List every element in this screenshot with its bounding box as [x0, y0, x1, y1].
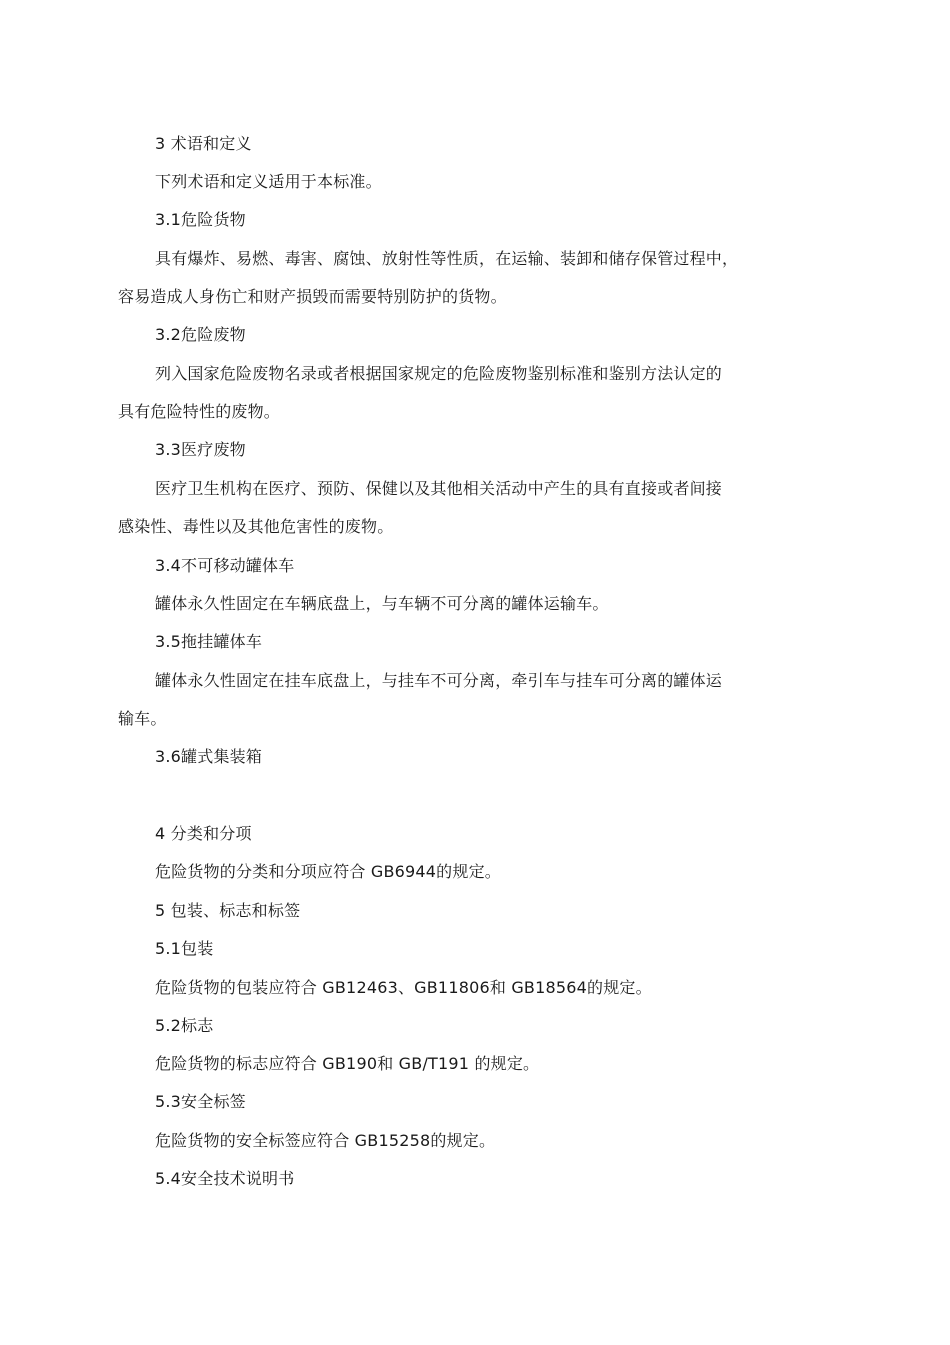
section-5-3-heading: 5.3安全标签	[155, 1092, 246, 1111]
term-3-4-definition: 罐体永久性固定在车辆底盘上，与车辆不可分离的罐体运输车。	[155, 594, 609, 613]
section-5-2-heading: 5.2标志	[155, 1016, 214, 1035]
section-3-intro: 下列术语和定义适用于本标准。	[155, 172, 382, 191]
term-3-3-definition-line-2: 感染性、毒性以及其他危害性的废物。	[118, 517, 394, 536]
term-3-2-heading: 3.2危险废物	[155, 325, 246, 344]
section-5-3-text: 危险货物的安全标签应符合 GB15258的规定。	[155, 1131, 496, 1150]
term-3-4-heading: 3.4不可移动罐体车	[155, 556, 295, 575]
term-3-5-definition-line-2: 输车。	[118, 709, 167, 728]
section-3-heading: 3 术语和定义	[155, 134, 252, 153]
section-5-1-heading: 5.1包装	[155, 939, 214, 958]
section-5-heading: 5 包装、标志和标签	[155, 901, 301, 920]
term-3-2-definition-line-2: 具有危险特性的废物。	[118, 402, 281, 421]
section-5-4-heading: 5.4安全技术说明书	[155, 1169, 295, 1188]
term-3-1-definition-line-2: 容易造成人身伤亡和财产损毁而需要特别防护的货物。	[118, 287, 507, 306]
term-3-3-heading: 3.3医疗废物	[155, 440, 246, 459]
term-3-1-heading: 3.1危险货物	[155, 210, 246, 229]
section-4-text: 危险货物的分类和分项应符合 GB6944的规定。	[155, 862, 501, 881]
section-5-2-text: 危险货物的标志应符合 GB190和 GB/T191 的规定。	[155, 1054, 540, 1073]
section-5-1-text: 危险货物的包装应符合 GB12463、GB11806和 GB18564的规定。	[155, 978, 652, 997]
term-3-5-heading: 3.5拖挂罐体车	[155, 632, 263, 651]
section-4-heading: 4 分类和分项	[155, 824, 252, 843]
term-3-3-definition-line-1: 医疗卫生机构在医疗、预防、保健以及其他相关活动中产生的具有直接或者间接	[155, 479, 723, 498]
term-3-6-heading: 3.6罐式集装箱	[155, 747, 263, 766]
term-3-1-definition-line-1: 具有爆炸、易燃、毒害、腐蚀、放射性等性质，在运输、装卸和储存保管过程中，	[155, 249, 739, 268]
term-3-5-definition-line-1: 罐体永久性固定在挂车底盘上，与挂车不可分离，牵引车与挂车可分离的罐体运	[155, 671, 723, 690]
term-3-2-definition-line-1: 列入国家危险废物名录或者根据国家规定的危险废物鉴别标准和鉴别方法认定的	[155, 364, 723, 383]
